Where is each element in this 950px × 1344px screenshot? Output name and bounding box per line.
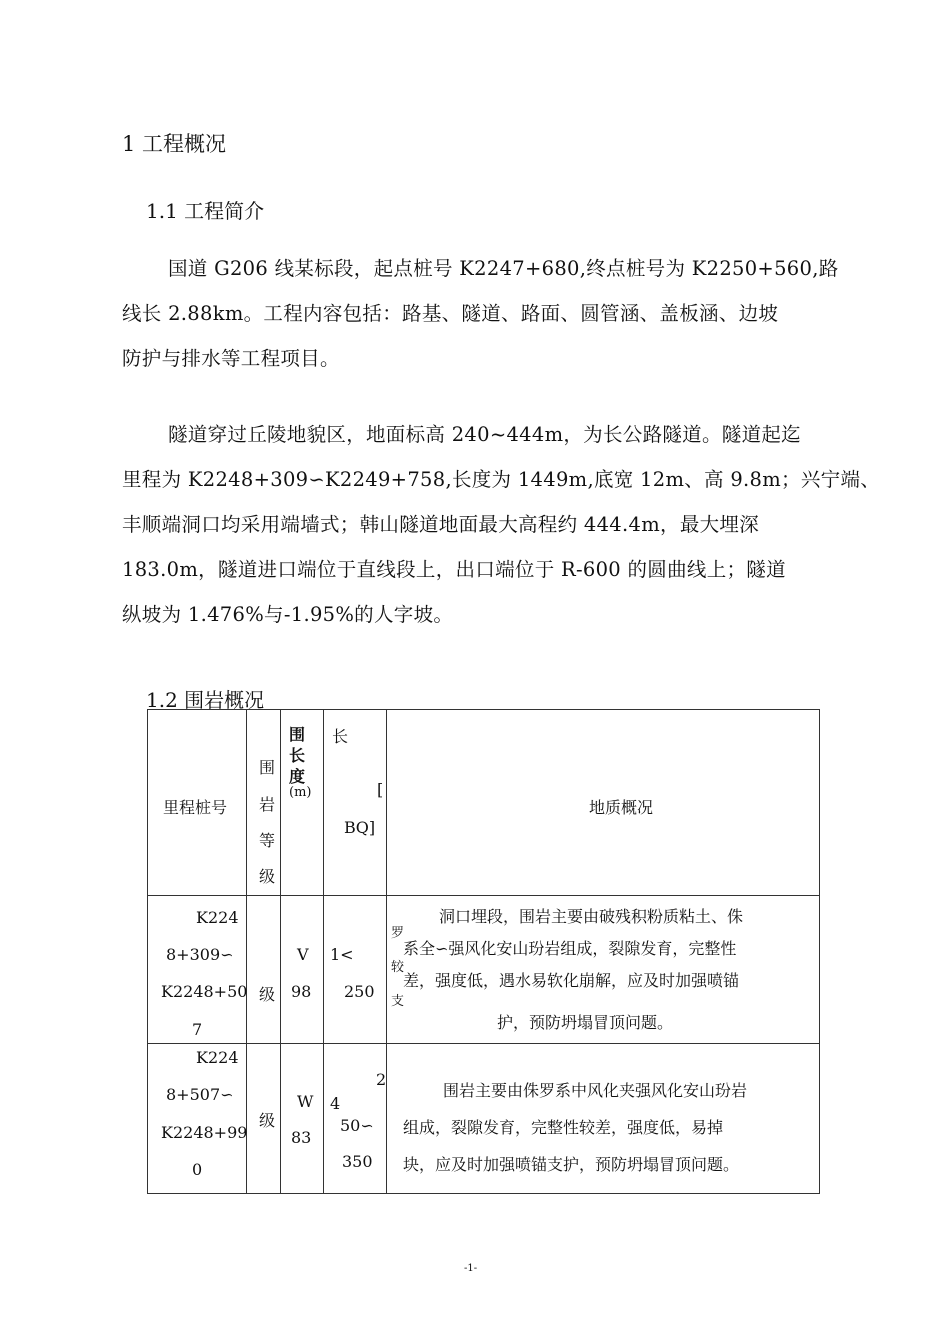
geology-text-line: 较 <box>391 960 405 975</box>
chainage-line: 7 <box>192 1020 203 1039</box>
bq-value: 50∽ <box>340 1116 374 1135</box>
table-cell <box>148 896 247 1044</box>
table-row <box>148 1044 820 1194</box>
header-length: 长 <box>289 746 306 765</box>
header-rock-grade: 级 <box>259 867 276 886</box>
header-rock-grade: 岩 <box>259 795 276 814</box>
header-length-bq: BQ] <box>344 818 376 837</box>
geology-text-line: 支 <box>391 994 405 1009</box>
bq-value: 1< <box>330 945 354 964</box>
table-cell <box>247 1044 281 1194</box>
geology-text-line: 护，预防坍塌冒顶问题。 <box>497 1013 674 1032</box>
table-cell <box>247 896 281 1044</box>
rock-grade-value: 级 <box>259 1111 276 1130</box>
bq-value: 250 <box>344 982 375 1001</box>
chainage-line: K224 <box>196 1048 239 1067</box>
header-cell <box>324 710 387 896</box>
paragraph-line: 里程为 K2248+309∽K2249+758,长度为 1449m,底宽 12m、高 9.8m；兴宁端、 <box>122 468 881 491</box>
header-chainage: 里程桩号 <box>163 798 228 817</box>
geology-text-line: 差，强度低，遇水易软化崩解，应及时加强喷锚 <box>403 971 740 990</box>
bq-value: 350 <box>342 1152 373 1171</box>
header-rock-grade: 等 <box>259 831 276 850</box>
rock-length-value: W <box>297 1092 314 1111</box>
geology-text-line: 组成，裂隙发育，完整性较差，强度低，易掉 <box>403 1118 724 1137</box>
header-cell <box>281 710 324 896</box>
geology-text-line: 洞口埋段，围岩主要由破残积粉质粘土、侏 <box>439 907 744 926</box>
table-cell <box>324 1044 387 1194</box>
header-length-bq: [ <box>377 780 384 799</box>
paragraph-project-intro <box>122 246 842 381</box>
header-rock-grade: 围 <box>259 758 276 777</box>
section-heading-1: 1 工程概况 <box>122 132 227 156</box>
chainage-line: 8+309∽ <box>166 945 234 964</box>
section-heading-1-1: 1.1 工程简介 <box>146 199 265 223</box>
header-length-bq: 长 <box>332 727 349 746</box>
chainage-line: K2248+50 <box>161 982 248 1001</box>
header-cell <box>247 710 281 896</box>
chainage-line: K2248+99 <box>161 1123 248 1142</box>
header-length: 度 <box>289 767 306 786</box>
table-cell <box>324 896 387 1044</box>
header-cell <box>387 710 820 896</box>
chainage-line: K224 <box>196 908 239 927</box>
table-row <box>148 896 820 1044</box>
geology-text-line: 系全∽强风化安山玢岩组成，裂隙发育，完整性 <box>403 939 737 958</box>
table-cell <box>281 896 324 1044</box>
rock-length-value: 83 <box>291 1128 312 1147</box>
geology-text-line: 围岩主要由侏罗系中风化夹强风化安山玢岩 <box>443 1081 748 1100</box>
chainage-line: 8+507∽ <box>166 1085 234 1104</box>
header-length: 围 <box>289 725 306 744</box>
paragraph-tunnel-description <box>122 412 881 637</box>
surrounding-rock-table <box>147 709 820 1194</box>
geology-text-line: 块，应及时加强喷锚支护，预防坍塌冒顶问题。 <box>403 1155 740 1174</box>
paragraph-line: 隧道穿过丘陵地貌区，地面标高 240~444m，为长公路隧道。隧道起迄 <box>168 423 801 446</box>
table-cell <box>387 1044 820 1194</box>
paragraph-line: 防护与排水等工程项目。 <box>122 347 340 370</box>
table-cell <box>387 896 820 1044</box>
rock-length-value: 98 <box>291 982 312 1001</box>
header-length: (m) <box>289 785 312 800</box>
table-cell <box>281 1044 324 1194</box>
chainage-line: 0 <box>192 1160 203 1179</box>
page-number: -1- <box>464 1263 478 1274</box>
table-header-row <box>148 710 820 896</box>
paragraph-line: 纵坡为 1.476%与-1.95%的人字坡。 <box>122 603 454 626</box>
bq-value: 4 <box>330 1094 341 1113</box>
bq-value: 2 <box>376 1070 387 1089</box>
table-cell <box>148 1044 247 1194</box>
rock-grade-value: 级 <box>259 985 276 1004</box>
paragraph-line: 国道 G206 线某标段，起点桩号 K2247+680,终点桩号为 K2250+560,路 <box>168 257 839 280</box>
rock-length-value: V <box>297 945 309 964</box>
paragraph-line: 183.0m，隧道进口端位于直线段上，出口端位于 R-600 的圆曲线上；隧道 <box>122 558 786 581</box>
paragraph-line: 线长 2.88km。工程内容包括：路基、隧道、路面、圆管涵、盖板涵、边坡 <box>122 302 779 325</box>
geology-text-line: 罗 <box>391 926 405 941</box>
header-cell <box>148 710 247 896</box>
section-heading-1-2: 1.2 围岩概况 <box>146 688 265 712</box>
paragraph-line: 丰顺端洞口均采用端墙式；韩山隧道地面最大高程约 444.4m，最大埋深 <box>122 513 760 536</box>
header-geology: 地质概况 <box>589 798 654 817</box>
